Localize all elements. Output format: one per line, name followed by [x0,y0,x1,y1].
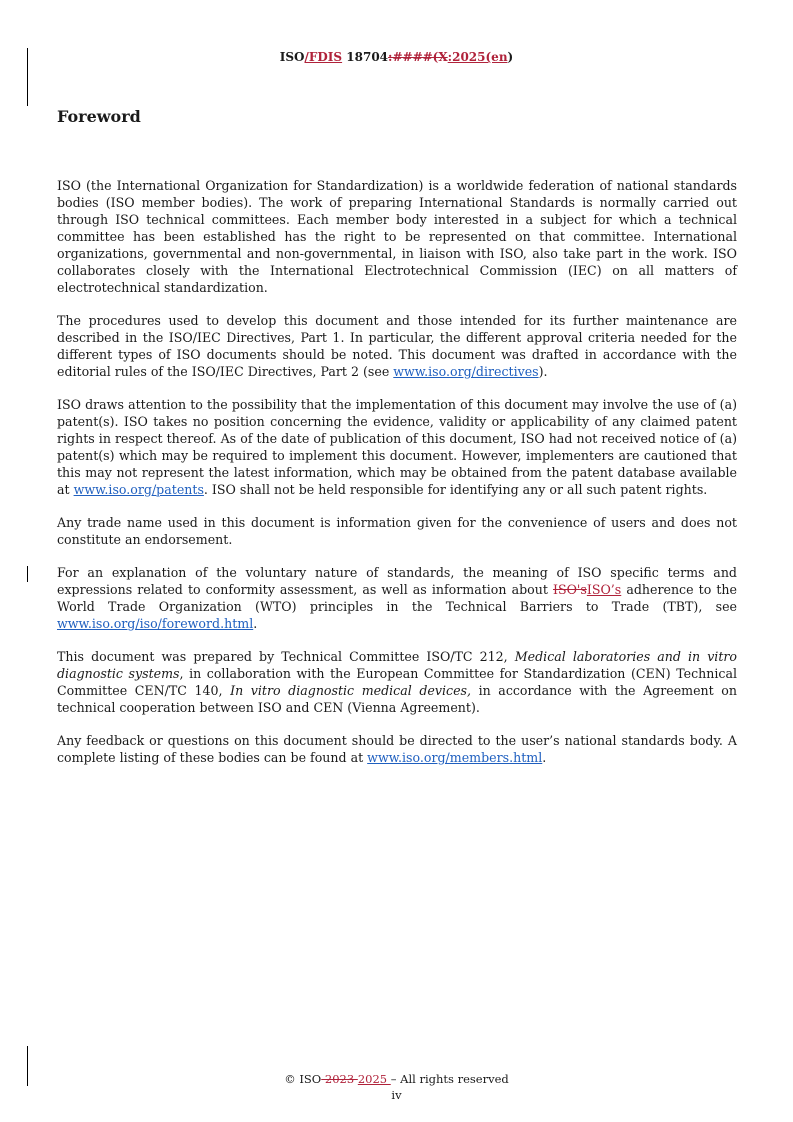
paragraph-5 [57,564,737,632]
paragraph-6-text-3: in accordance with the Agreement on technical cooperation between ISO and CEN (Vienna Agreement). [57,683,737,715]
header-close: ) [507,50,514,64]
document-header [0,50,793,64]
paragraph-6 [57,648,737,716]
paragraph-6-text-1: This document was prepared by Technical Committee ISO/TC 212, [57,649,515,664]
paragraph-5-end: . [253,616,258,631]
paragraph-5-text-1: For an explanation of the voluntary nature of standards, the meaning of ISO specific terms and expressions related to conformity assessment, as well as information about [57,565,737,597]
paragraph-4: Any trade name used in this document is information given for the convenience of users and does not constitute an endorsement. [57,515,737,547]
paragraph-2-text: The procedures used to develop this document and those intended for its further maintenance are described in the ISO/IEC Directives, Part 1. In particular, the different approval criteria needed for the different types of ISO documents should be noted. This document was drafted in accordance with the editorial rules of the ISO/IEC Directives, Part 2 (see [57,313,737,379]
paragraph-5-text-2: adherence to the World Trade Organization (WTO) principles in the Technical Barriers to Trade (TBT), see [57,582,737,614]
patents-link[interactable]: www.iso.org/patents [73,482,204,497]
members-link[interactable]: www.iso.org/members.html [367,750,543,765]
copyright-year-deletion: 2023 [321,1072,358,1086]
paragraph-6-text-2: , in collaboration with the European Committee for Standardization (CEN) Technical Committee CEN/TC 140, [57,666,737,698]
paragraph-3-text: ISO draws attention to the possibility that the implementation of this document may involve the use of (a) patent(s). ISO takes no position concerning the evidence, validity or applicability of any claimed patent rights in respect thereof. As of the date of publication of this document, ISO had not received notice of (a) patent(s) which may be required to implement this document. However, implementers are cautioned that this may not represent the latest information, which may be obtained from the patent database available at [57,397,737,497]
paragraph-5-deletion: ISO's [552,582,587,597]
change-bar-middle [27,566,28,582]
paragraph-7-end: . [542,750,547,765]
foreword-body [57,177,737,782]
page-number: iv [391,1088,402,1102]
copyright-line [0,1071,793,1087]
paragraph-6-italic-2: In vitro diagnostic medical devices, [230,683,471,698]
header-hash-deletion: :####(X [388,50,448,64]
paragraph-5-insertion: ISO’s [586,582,622,597]
foreword-heading: Foreword [57,107,141,126]
copyright-rights: – All rights reserved [390,1072,509,1086]
header-iso: ISO [279,50,305,64]
copyright-year-insertion: 2025 [357,1072,391,1086]
paragraph-6-italic-1: Medical laboratories and in vitro diagnostic systems [57,649,737,681]
header-number: 18704 [342,50,389,64]
header-fdis-insertion: /FDIS [304,50,343,64]
foreword-link[interactable]: www.iso.org/iso/foreword.html [57,616,254,631]
header-year-insertion: :2025(en [447,50,508,64]
paragraph-1: ISO (the International Organization for Standardization) is a worldwide federation of national standards bodies (ISO member bodies). The work of preparing International Standards is normally carried out through ISO technical committees. Each member body interested in a subject for which a technical committee has been established has the right to be represented on that committee. International organizations, governmental and non-governmental, in liaison with ISO, also take part in the work. ISO collaborates closely with the International Electrotechnical Commission (IEC) on all matters of electrotechnical standardization. [57,178,737,295]
paragraph-2-end: ). [538,364,548,379]
copyright-symbol: © ISO [284,1072,322,1086]
paragraph-2 [57,312,737,380]
paragraph-3-end: . ISO shall not be held responsible for identifying any or all such patent rights. [203,482,708,497]
paragraph-7-text: Any feedback or questions on this document should be directed to the user’s national standards body. A complete listing of these bodies can be found at [57,733,737,765]
page-footer [0,1071,793,1103]
directives-link[interactable]: www.iso.org/directives [393,364,539,379]
paragraph-3 [57,396,737,498]
paragraph-7 [57,732,737,766]
